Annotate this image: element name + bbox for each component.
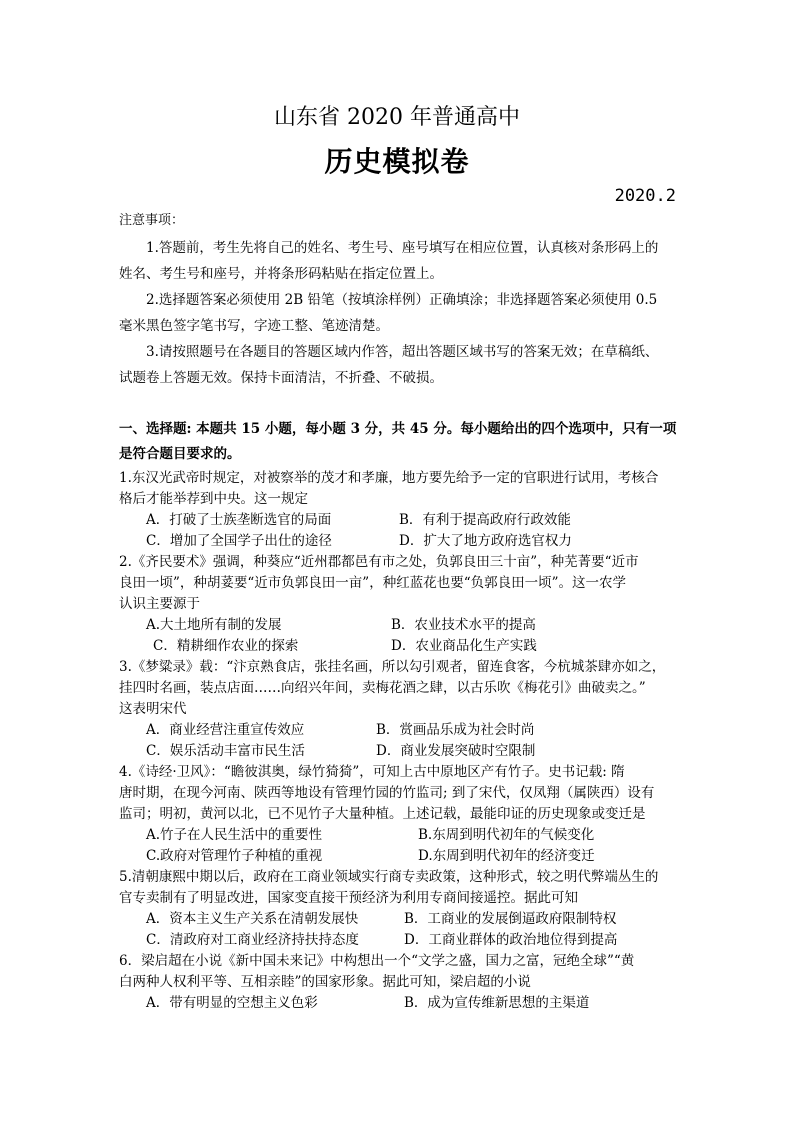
note-1-line2: 姓名、考生号和座号，并将条形码粘贴在指定位置上。 — [119, 266, 443, 282]
q4-option-c: C.政府对管理竹子种植的重视 — [146, 848, 323, 864]
q4-option-a: A.竹子在人民生活中的重要性 — [146, 827, 323, 843]
q6-option-b: B．成为宣传维新思想的主渠道 — [404, 995, 590, 1011]
q1-option-a: A．打破了士族垄断选官的局面 — [146, 512, 332, 528]
q2-stem-line1: 2.《齐民要术》强调，种葵应“近州郡都邑有市之处，负郭良田三十亩”，种芜菁要“近市 — [119, 554, 639, 570]
q4-stem-line2: 唐时期，在现今河南、陕西等地设有管理竹园的竹监司; 到了宋代，仅凤翔（属陕西）设有 — [119, 785, 655, 801]
note-1-line1: 1.答题前，考生先将自己的姓名、考生号、座号填写在相应位置，认真核对条形码上的 — [146, 240, 659, 256]
q6-option-a: A．带有明显的空想主义色彩 — [146, 995, 318, 1011]
q4-option-b: B.东周到明代初年的气候变化 — [418, 827, 595, 843]
q2-option-a: A.大土地所有制的发展 — [146, 617, 282, 633]
q3-option-d: D．商业发展突破时空限制 — [376, 743, 536, 759]
section-heading-line2: 是符合题目要求的。 — [119, 446, 241, 462]
exam-title-line2: 历史模拟卷 — [324, 145, 470, 178]
q6-stem-line1: 6．梁启超在小说《新中国未来记》中构想出一个“文学之盛，国力之富，冠绝全球”“黄 — [119, 953, 635, 969]
q4-stem-line3: 监司；明初，黄河以北，已不见竹子大量种植。上述记载，最能印证的历史现象或变迁是 — [119, 806, 646, 822]
q1-stem-line2: 格后才能举荐到中央。这一规定 — [119, 491, 308, 507]
q3-option-b: B．赏画品乐成为社会时尚 — [376, 722, 535, 738]
note-2-line1: 2.选择题答案必须使用 2B 铅笔（按填涂样例）正确填涂；非选择题答案必须使用 0.5 — [146, 292, 658, 308]
q5-option-b: B．工商业的发展倒逼政府限制特权 — [404, 911, 617, 927]
note-3-line1: 3.请按照题号在各题目的答题区域内作答，超出答题区域书写的答案无效；在草稿纸、 — [146, 344, 659, 360]
q5-option-a: A．资本主义生产关系在清朝发展快 — [146, 911, 359, 927]
note-2-line2: 毫米黑色签字笔书写，字迹工整、笔迹清楚。 — [119, 318, 389, 334]
q1-option-d: D．扩大了地方政府选官权力 — [399, 533, 572, 549]
q6-stem-line2: 白两种人权利平等、互相亲睦”的国家形象。据此可知，梁启超的小说 — [119, 974, 531, 990]
q3-stem-line3: 这表明宋代 — [119, 701, 187, 717]
section-heading-line1: 一、选择题: 本题共 15 小题，每小题 3 分，共 45 分。每小题给出的四个选项中，只有一项 — [119, 421, 677, 437]
q3-option-c: C．娱乐活动丰富市民生活 — [146, 743, 305, 759]
notes-heading: 注意事项： — [119, 213, 185, 228]
q2-stem-line2: 良田一顷”，种胡荽要“近市负郭良田一亩”，种红蓝花也要“负郭良田一顷”。这一农学 — [119, 575, 627, 591]
q3-option-a: A．商业经营注重宣传效应 — [146, 722, 305, 738]
exam-title-line1: 山东省 2020 年普通高中 — [274, 105, 520, 130]
q2-option-b: B．农业技术水平的提高 — [391, 617, 536, 633]
q2-option-d: D．农业商品化生产实践 — [391, 638, 537, 654]
q5-option-c: C．清政府对工商业经济持扶持态度 — [146, 932, 359, 948]
q1-stem-line1: 1.东汉光武帝时规定，对被察举的茂才和孝廉，地方要先给予一定的官职进行试用，考核合 — [119, 470, 659, 486]
q5-stem-line1: 5.清朝康熙中期以后，政府在工商业领域实行商专卖政策，这种形式，较之明代弊端丛生的 — [119, 869, 659, 885]
q4-stem-line1: 4.《诗经·卫风》：“瞻彼淇奥，绿竹猗猗”，可知上古中原地区产有竹子。史书记载: 隋 — [119, 764, 625, 780]
exam-date: 2020.2 — [614, 186, 676, 206]
note-3-line2: 试题卷上答题无效。保持卡面清洁，不折叠、不破损。 — [119, 370, 443, 386]
q1-option-c: C．增加了全国学子出仕的途径 — [146, 533, 332, 549]
q5-option-d: D．工商业群体的政治地位得到提高 — [404, 932, 618, 948]
q3-stem-line2: 挂四时名画，装点店面……向绍兴年间，卖梅花酒之肆，以古乐吹《梅花引》曲破卖之。” — [119, 680, 646, 696]
q1-option-b: B．有利于提高政府行政效能 — [399, 512, 571, 528]
q2-option-c: C．精耕细作农业的探索 — [153, 638, 299, 654]
q2-stem-line3: 认识主要源于 — [119, 596, 200, 612]
q3-stem-line1: 3.《梦粱录》载：“汴京熟食店，张挂名画，所以勾引观者，留连食客，今杭城茶肆亦如之， — [119, 659, 666, 675]
q5-stem-line2: 官专卖制有了明显改进，国家变直接干预经济为利用专商间接遥控。据此可知 — [119, 890, 578, 906]
q4-option-d: D.东周到明代初年的经济变迁 — [418, 848, 595, 864]
